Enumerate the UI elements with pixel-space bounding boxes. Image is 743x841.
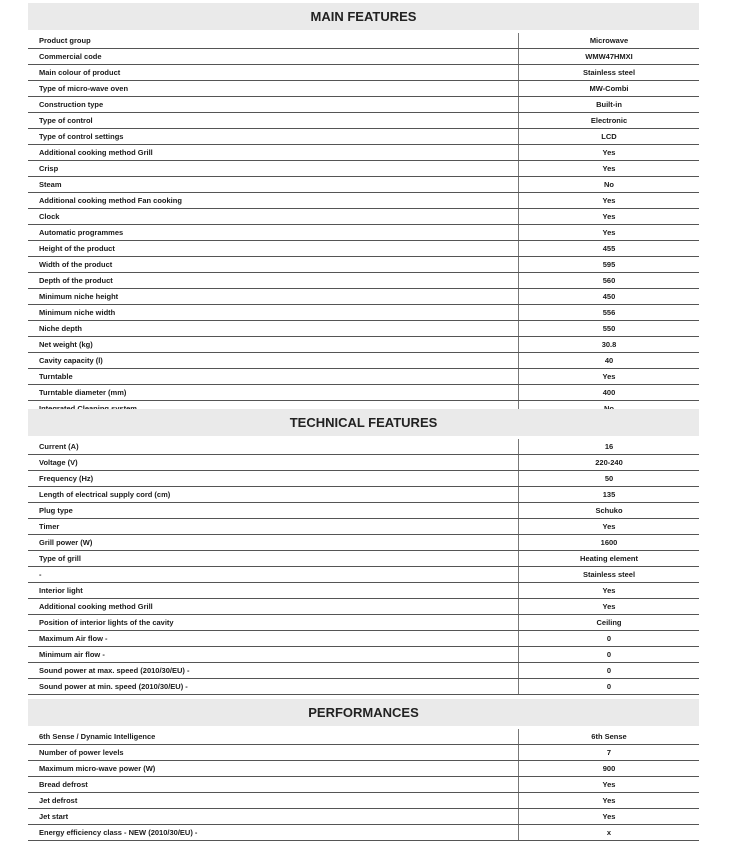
spec-label: Maximum Air flow - (39, 634, 108, 643)
spec-label: 6th Sense / Dynamic Intelligence (39, 732, 156, 741)
spec-value: Yes (518, 793, 699, 808)
spec-label: Type of grill (39, 554, 81, 563)
spec-value: 450 (518, 289, 699, 304)
table-row (28, 503, 699, 519)
spec-value: 0 (518, 631, 699, 646)
spec-value: Electronic (518, 113, 699, 128)
spec-value: Yes (518, 193, 699, 208)
spec-label: Current (A) (39, 442, 79, 451)
table-row (28, 647, 699, 663)
spec-label: Voltage (V) (39, 458, 78, 467)
table-row (28, 777, 699, 793)
table-row (28, 551, 699, 567)
spec-label: Interior light (39, 586, 83, 595)
section-main-features (28, 3, 699, 417)
spec-value: Built-in (518, 97, 699, 112)
table-row (28, 745, 699, 761)
table-row (28, 113, 699, 129)
spec-value: 50 (518, 471, 699, 486)
spec-label: Type of control settings (39, 132, 124, 141)
spec-label: Cavity capacity (l) (39, 356, 103, 365)
spec-label: Jet defrost (39, 796, 78, 805)
section-performances (28, 699, 699, 841)
spec-label: Net weight (kg) (39, 340, 93, 349)
table-row (28, 631, 699, 647)
spec-label: Product group (39, 36, 91, 45)
spec-value: 6th Sense (518, 729, 699, 744)
spec-value: LCD (518, 129, 699, 144)
table-row (28, 129, 699, 145)
spec-value: 135 (518, 487, 699, 502)
table-row (28, 81, 699, 97)
table-row (28, 599, 699, 615)
table-row (28, 615, 699, 631)
spec-label: Depth of the product (39, 276, 113, 285)
table-row (28, 729, 699, 745)
spec-value: Yes (518, 599, 699, 614)
spec-label: Construction type (39, 100, 104, 109)
section-title: TECHNICAL FEATURES (28, 409, 699, 436)
spec-label: Crisp (39, 164, 59, 173)
spec-label: Steam (39, 180, 62, 189)
table-row (28, 225, 699, 241)
spec-value: 30.8 (518, 337, 699, 352)
spec-table (28, 729, 699, 841)
table-row (28, 161, 699, 177)
spec-label: Niche depth (39, 324, 82, 333)
spec-label: Timer (39, 522, 60, 531)
spec-label: Number of power levels (39, 748, 124, 757)
table-row (28, 177, 699, 193)
table-row (28, 257, 699, 273)
spec-value: 7 (518, 745, 699, 760)
spec-label: Energy efficiency class - NEW (2010/30/EU) - (39, 828, 198, 837)
table-row (28, 471, 699, 487)
table-row (28, 353, 699, 369)
table-row (28, 193, 699, 209)
table-row (28, 663, 699, 679)
table-row (28, 487, 699, 503)
table-row (28, 209, 699, 225)
spec-label: Height of the product (39, 244, 115, 253)
table-row (28, 567, 699, 583)
table-row (28, 809, 699, 825)
spec-label: Maximum micro-wave power (W) (39, 764, 156, 773)
spec-value: 550 (518, 321, 699, 336)
spec-label: Minimum niche height (39, 292, 119, 301)
spec-value: 560 (518, 273, 699, 288)
spec-value: Yes (518, 145, 699, 160)
table-row (28, 679, 699, 695)
spec-label: Width of the product (39, 260, 113, 269)
table-row (28, 369, 699, 385)
table-row (28, 241, 699, 257)
spec-label: Position of interior lights of the cavity (39, 618, 174, 627)
spec-table (28, 33, 699, 417)
spec-value: 556 (518, 305, 699, 320)
spec-value: Yes (518, 809, 699, 824)
table-row (28, 145, 699, 161)
spec-table (28, 439, 699, 695)
spec-value: 220-240 (518, 455, 699, 470)
section-technical-features (28, 409, 699, 695)
spec-label: Automatic programmes (39, 228, 124, 237)
spec-label: Minimum air flow - (39, 650, 105, 659)
table-row (28, 97, 699, 113)
table-row (28, 439, 699, 455)
spec-value: 1600 (518, 535, 699, 550)
table-row (28, 337, 699, 353)
spec-value: 0 (518, 663, 699, 678)
spec-value: 400 (518, 385, 699, 400)
spec-label: Commercial code (39, 52, 102, 61)
table-row (28, 583, 699, 599)
spec-value: 0 (518, 679, 699, 694)
table-row (28, 305, 699, 321)
spec-value: Yes (518, 225, 699, 240)
spec-label: Sound power at max. speed (2010/30/EU) - (39, 666, 190, 675)
spec-value: 900 (518, 761, 699, 776)
spec-label: Type of control (39, 116, 93, 125)
spec-value: Heating element (518, 551, 699, 566)
spec-label: Additional cooking method Grill (39, 602, 153, 611)
spec-value: Stainless steel (518, 65, 699, 80)
spec-label: Minimum niche width (39, 308, 116, 317)
spec-value: Ceiling (518, 615, 699, 630)
spec-label: Grill power (W) (39, 538, 93, 547)
section-title: MAIN FEATURES (28, 3, 699, 30)
spec-value: No (518, 177, 699, 192)
spec-label: Additional cooking method Grill (39, 148, 153, 157)
spec-value: Schuko (518, 503, 699, 518)
table-row (28, 761, 699, 777)
spec-value: Yes (518, 777, 699, 792)
section-title: PERFORMANCES (28, 699, 699, 726)
spec-label: Jet start (39, 812, 69, 821)
spec-label: Clock (39, 212, 60, 221)
spec-label: Sound power at min. speed (2010/30/EU) - (39, 682, 188, 691)
spec-value: Yes (518, 161, 699, 176)
spec-label: - (39, 570, 42, 579)
table-row (28, 49, 699, 65)
spec-value: Stainless steel (518, 567, 699, 582)
spec-value: WMW47HMXI (518, 49, 699, 64)
spec-label: Plug type (39, 506, 73, 515)
table-row (28, 455, 699, 471)
spec-label: Type of micro-wave oven (39, 84, 129, 93)
spec-label: Bread defrost (39, 780, 88, 789)
spec-label: Turntable diameter (mm) (39, 388, 127, 397)
spec-value: Microwave (518, 33, 699, 48)
spec-value: 16 (518, 439, 699, 454)
table-row (28, 273, 699, 289)
spec-value: MW-Combi (518, 81, 699, 96)
table-row (28, 321, 699, 337)
table-row (28, 289, 699, 305)
spec-value: Yes (518, 583, 699, 598)
table-row (28, 793, 699, 809)
spec-value: Yes (518, 369, 699, 384)
spec-value: 595 (518, 257, 699, 272)
spec-label: Main colour of product (39, 68, 121, 77)
table-row (28, 385, 699, 401)
spec-label: Turntable (39, 372, 73, 381)
spec-value: 455 (518, 241, 699, 256)
table-row (28, 65, 699, 81)
spec-value: 40 (518, 353, 699, 368)
spec-value: x (518, 825, 699, 840)
spec-label: Frequency (Hz) (39, 474, 94, 483)
spec-label: Length of electrical supply cord (cm) (39, 490, 171, 499)
spec-value: Yes (518, 519, 699, 534)
spec-value: Yes (518, 209, 699, 224)
table-row (28, 519, 699, 535)
spec-label: Additional cooking method Fan cooking (39, 196, 182, 205)
spec-value: 0 (518, 647, 699, 662)
table-row (28, 535, 699, 551)
table-row (28, 33, 699, 49)
